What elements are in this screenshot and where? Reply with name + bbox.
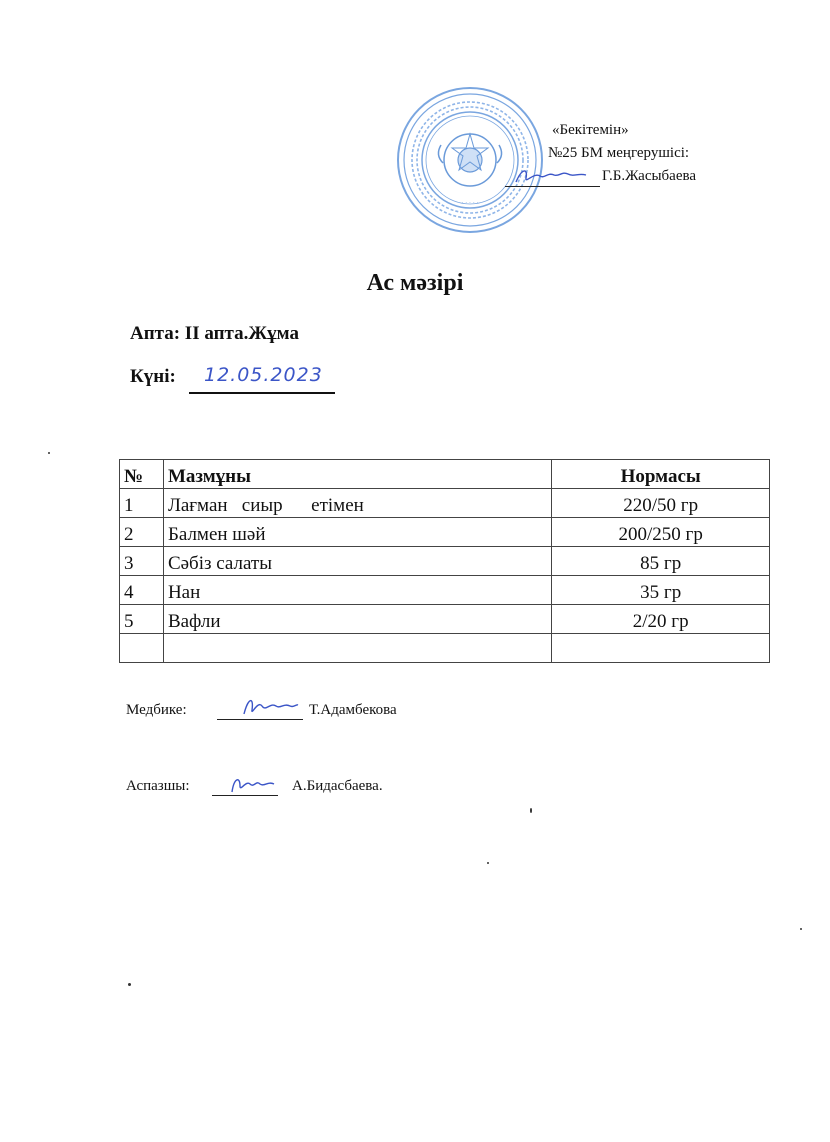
row-norm: 85 гр [552, 547, 770, 576]
approval-position: №25 БМ меңгерушісі: [548, 145, 690, 161]
official-stamp [395, 85, 545, 235]
header-number: № [120, 460, 164, 489]
row-norm: 220/50 гр [552, 489, 770, 518]
row-item: Нан [163, 576, 551, 605]
row-number: 4 [120, 576, 164, 605]
row-number: 2 [120, 518, 164, 547]
cook-name: А.Бидасбаева. [292, 778, 383, 794]
row-number: 1 [120, 489, 164, 518]
row-item [163, 634, 551, 663]
scan-speck [800, 928, 802, 930]
cook-label: Аспазшы: [126, 778, 190, 794]
table-row [120, 576, 770, 605]
nurse-label: Медбике: [126, 702, 187, 718]
approval-title: «Бекітемін» [552, 122, 629, 138]
table-row [120, 518, 770, 547]
row-item: Вафли [163, 605, 551, 634]
scan-speck [487, 862, 489, 864]
scan-speck [128, 983, 131, 986]
date-label: Күні: [130, 366, 176, 387]
table-row [120, 547, 770, 576]
cook-signature [228, 772, 278, 798]
table-row-empty [120, 634, 770, 663]
header-contents: Мазмұны [163, 460, 551, 489]
row-number: 3 [120, 547, 164, 576]
row-norm: 200/250 гр [552, 518, 770, 547]
scan-speck [48, 452, 50, 454]
scan-speck [530, 808, 532, 813]
table-row [120, 489, 770, 518]
svg-text:. . . . .: . . . . . [461, 198, 479, 205]
week-line: Апта: II апта.Жұма [130, 323, 299, 344]
row-number [120, 634, 164, 663]
row-norm: 2/20 гр [552, 605, 770, 634]
row-item: Балмен шәй [163, 518, 551, 547]
nurse-signature [240, 694, 300, 720]
table-row [120, 605, 770, 634]
nurse-name: Т.Адамбекова [309, 702, 397, 718]
row-number: 5 [120, 605, 164, 634]
header-norm: Нормасы [552, 460, 770, 489]
row-item: Сәбіз салаты [163, 547, 551, 576]
table-header-row [120, 460, 770, 489]
head-signature [512, 164, 592, 190]
date-handwritten: 12.05.2023 [204, 364, 323, 386]
menu-table [119, 459, 770, 663]
row-norm: 35 гр [552, 576, 770, 605]
row-norm [552, 634, 770, 663]
row-item: Лағман сиыр етімен [163, 489, 551, 518]
approval-name: Г.Б.Жасыбаева [602, 168, 697, 184]
page-title: Ас мәзірі [366, 270, 464, 296]
